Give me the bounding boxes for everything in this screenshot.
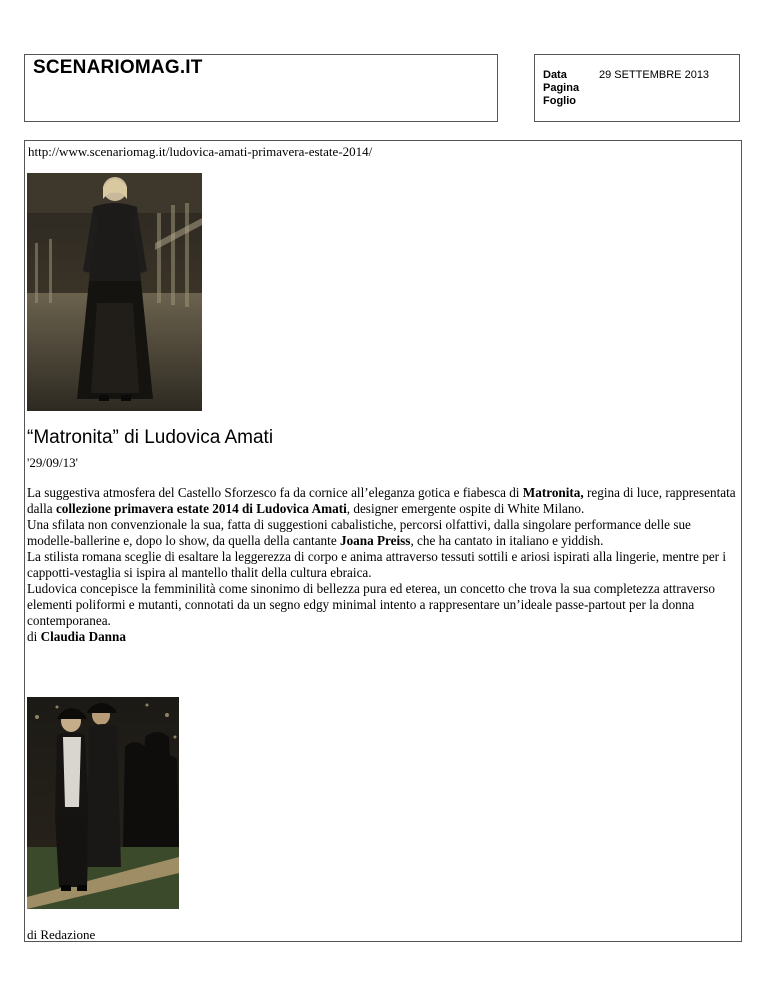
paragraph-3: La stilista romana sceglie di esaltare la leggerezza di corpo e anima attraverso tessuti sottili e ariosi ispirati alla lingerie, mentre per i cappotti-vestaglia si ispira al mantello thalit della cultura ebraica. [27,549,727,580]
meta-label-foglio: Foglio [543,95,576,107]
header-box [24,54,498,122]
paragraph-1 [27,485,737,517]
runway-photo-finale [27,697,179,909]
meta-labels [543,69,579,108]
meta-box [534,54,740,122]
p1-text-e: , designer emergente ospite di White Milano. [346,501,585,516]
byline-author: Claudia Danna [40,629,126,644]
p1-bold-collection: collezione primavera estate 2014 di Ludovica Amati [55,501,347,516]
byline-prefix: di [27,629,41,644]
runway-photo-model [27,173,202,411]
footer-credit: di Redazione [27,927,96,942]
article-container [24,140,742,942]
meta-label-data: Data [543,69,567,81]
p1-text-a: La suggestiva atmosfera del Castello Sforzesco fa da cornice all’eleganza gotica e fiabesca di [27,485,523,500]
article-date: '29/09/13' [27,455,78,470]
p1-bold-matronita: Matronita, [522,485,584,500]
p1-text-c: regina di luce, rappresentata dalla [27,485,736,516]
article-url: http://www.scenariomag.it/ludovica-amati-primavera-estate-2014/ [28,144,373,159]
meta-label-pagina: Pagina [543,82,580,94]
site-title: SCENARIOMAG.IT [33,57,203,78]
article-body [27,485,737,645]
article-title: “Matronita” di Ludovica Amati [27,427,274,448]
byline [27,629,737,645]
paragraph-2 [27,517,737,549]
paragraph-4: Ludovica concepisce la femminilità come sinonimo di bellezza pura ed eterea, un concetto che trova la sua completezza attraverso elementi poliformi e mutanti, connotati da un segno edgy minimal intento a rappresentare un’ideale passe-partout per la donna contemporanea. [27,581,716,628]
p2-text-a: Una sfilata non convenzionale la sua, fatta di suggestioni cabalistiche, percorsi olfattivi, dalla singolare performance delle sue modelle-ballerine e, dopo lo show, da quella della cantante [27,517,691,548]
p2-text-c: , che ha cantato in italiano e yiddish. [410,533,604,548]
meta-date: 29 SETTEMBRE 2013 [599,69,710,81]
p2-bold-singer: Joana Preiss [339,533,411,548]
